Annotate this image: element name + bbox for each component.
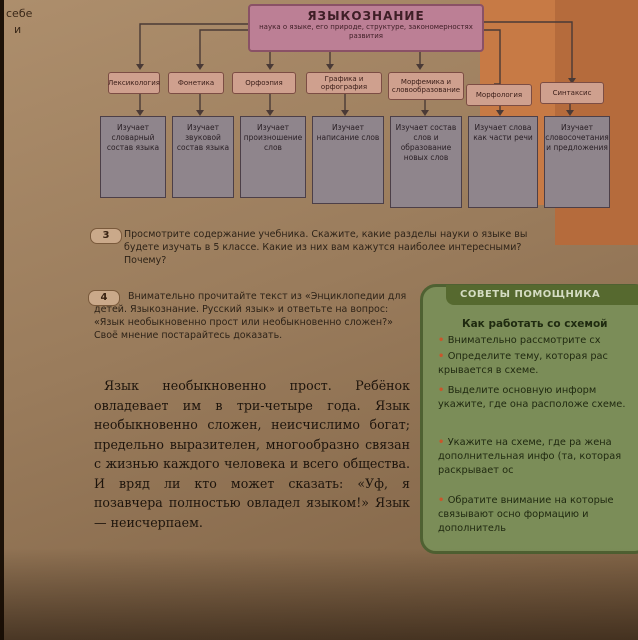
encyclopedia-excerpt: Язык необыкновенно прост. Ребёнок овладевает им в три-четыре года. Язык необыкновенно сложен, неисчислимо богат; предельно выразителен, многообразно связан с жизнью каждого человека и всего общества. И вряд ли кто может сказать: «Уф, я позавчера полностью овладел языком!» Язык — неисчерпаем. (94, 378, 410, 530)
task-3-text: Просмотрите содержание учебника. Скажите, какие разделы науки о языке вы будете изучать в 5 классе. Какие из них вам кажутся наиболее интересными? Почему? (124, 229, 528, 266)
branch-orthoepy-description: Изучает произношение слов (240, 116, 306, 198)
tip-text-2: Определите тему, которая рас крывается в схеме. (438, 351, 608, 376)
task-4-number: 4 (88, 290, 120, 306)
bullet-icon: • (438, 351, 448, 362)
branch-graphics-description: Изучает написание слов (312, 116, 384, 204)
tip-item-3 (438, 384, 638, 412)
tip-item-5 (438, 494, 638, 536)
branch-phonetics: Фонетика (168, 72, 224, 94)
branch-lexicology-description: Изучает словарный состав языка (100, 116, 166, 198)
bullet-icon: • (438, 437, 448, 448)
branch-morphology-description: Изучает слова как части речи (468, 116, 538, 208)
tip-item-2 (438, 350, 638, 378)
previous-page-text-2: и (14, 23, 22, 36)
previous-page-text-1: себе (6, 7, 33, 20)
tip-item-1 (438, 334, 638, 348)
branch-morphology: Морфология (466, 84, 532, 106)
diagram-root-title: ЯЗЫКОЗНАНИЕ (307, 9, 425, 23)
tip-item-4 (438, 436, 638, 478)
bullet-icon: • (438, 495, 448, 506)
tips-header: СОВЕТЫ ПОМОЩНИКА (446, 285, 638, 305)
bullet-icon: • (438, 385, 448, 396)
task-4-text: Внимательно прочитайте текст из «Энциклопедии для детей. Языкознание. Русский язык» и ответьте на вопрос: «Язык необыкновенно прост или необыкновенно сложен?» Своё мнение постарайтесь доказать. (94, 291, 407, 341)
branch-morphemics-description: Изучает состав слов и образование новых слов (390, 116, 462, 208)
tips-subtitle: Как работать со схемой (462, 318, 608, 330)
diagram-root-subtitle: наука о языке, его природе, структуре, закономерностях развития (259, 23, 473, 40)
branch-graphics-orthography: Графика и орфография (306, 72, 382, 94)
bullet-icon: • (438, 335, 448, 346)
tip-text-4: Укажите на схеме, где ра жена дополнительная инфо (та, которая раскрывает ос (438, 437, 622, 476)
tip-text-3: Выделите основную информ укажите, где она расположе схеме. (438, 385, 626, 410)
task-3-number: 3 (90, 228, 122, 244)
branch-orthoepy: Орфоэпия (232, 72, 296, 94)
branch-syntax-description: Изучает словосочетания и предложения (544, 116, 610, 208)
tip-text-1: Внимательно рассмотрите сх (447, 335, 601, 346)
branch-phonetics-description: Изучает звуковой состав языка (172, 116, 234, 198)
branch-syntax: Синтаксис (540, 82, 604, 104)
tip-text-5: Обратите внимание на которые связывают осно формацию и дополнитель (438, 495, 614, 534)
branch-morphemics: Морфемика и словообразование (388, 72, 464, 100)
diagram-root-box (248, 4, 484, 52)
branch-lexicology: Лексикология (108, 72, 160, 94)
